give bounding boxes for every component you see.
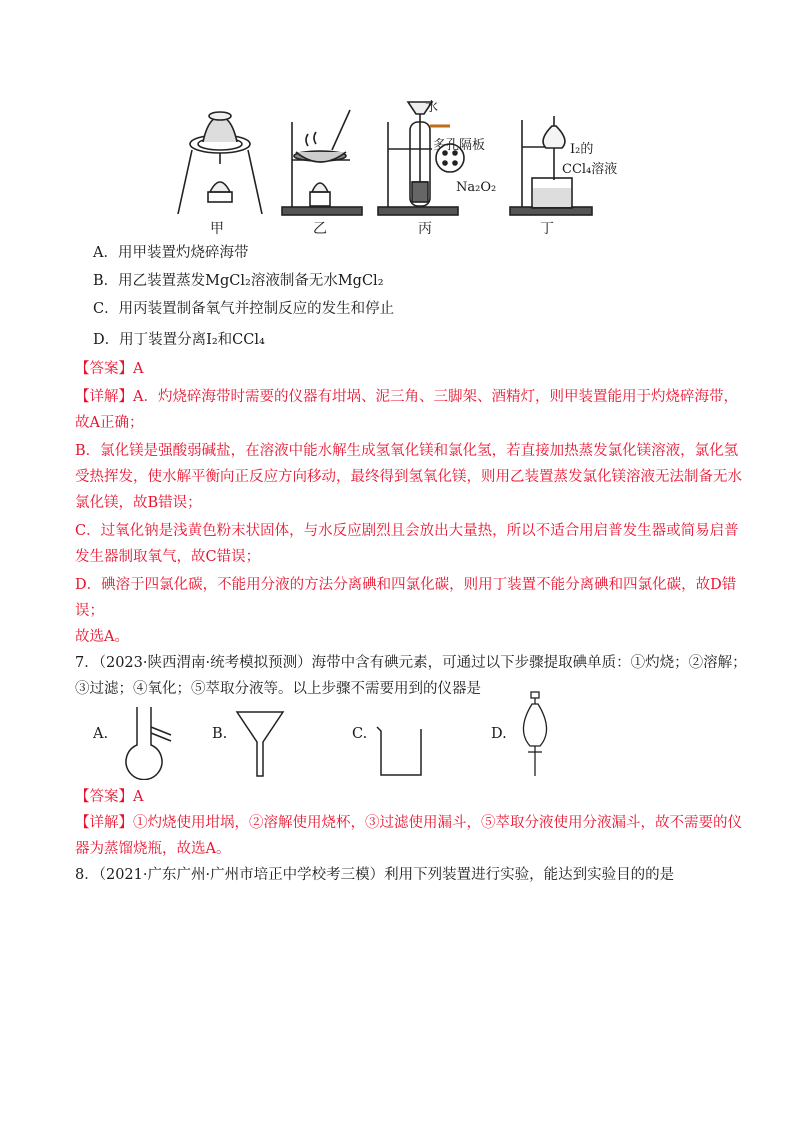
choice-a-label: A.	[93, 726, 109, 742]
choice-b-label: B.	[212, 726, 228, 742]
choice-c-label: C.	[352, 726, 368, 742]
question-7-line-2: ③过滤；④氧化；⑤萃取分液等。以上步骤不需要用到的仪器是	[75, 681, 481, 697]
choice-d-label: D.	[491, 726, 507, 742]
beaker-icon	[375, 725, 425, 780]
detail-2-line-2: 器为蒸馏烧瓶，故选A。	[75, 841, 231, 857]
detail-1-line-6: C．过氧化钠是浅黄色粉末状固体，与水反应剧烈且会放出大量热，所以不适合用启普发生器或简易启普	[75, 523, 739, 539]
question-8: 8．（2021·广东广州·广州市培正中学校考三模）利用下列装置进行实验，能达到实验目的的是	[75, 867, 675, 883]
option-d: D．用丁装置分离I₂和CCl₄	[93, 332, 265, 348]
detail-1-line-3: B．氯化镁是强酸弱碱盐，在溶液中能水解生成氢氧化镁和氯化氢，若直接加热蒸发氯化镁溶液，氯化氢	[75, 443, 739, 459]
label-na2o2: Na₂O₂	[456, 180, 497, 195]
funnel-icon	[235, 710, 285, 780]
label-ccl4-solution: CCl₄溶液	[562, 162, 618, 177]
answer-2: 【答案】A	[75, 789, 144, 805]
detail-2-line-1: 【详解】①灼烧使用坩埚，②溶解使用烧杯，③过滤使用漏斗，⑤萃取分液使用分液漏斗，故不需要的仪	[75, 815, 742, 831]
detail-1-line-5: 氯化镁，故B错误；	[75, 495, 202, 511]
apparatus-bing	[378, 102, 464, 215]
caption-bing: 丙	[418, 221, 432, 237]
separatory-funnel-icon	[510, 690, 560, 780]
distillation-flask-icon	[115, 705, 175, 780]
apparatus-jia	[178, 112, 262, 214]
option-b: B．用乙装置蒸发MgCl₂溶液制备无水MgCl₂	[93, 273, 384, 289]
detail-1-line-4: 受热挥发，使水解平衡向正反应方向移动，最终得到氢氧化镁，则用乙装置蒸发氯化镁溶液无法制备无水	[75, 469, 742, 485]
detail-1-line-2: 故A正确；	[75, 415, 144, 431]
detail-1-line-1: 【详解】A．灼烧碎海带时需要的仪器有坩埚、泥三角、三脚架、酒精灯，则甲装置能用于灼烧碎海带，	[75, 389, 738, 405]
answer-1: 【答案】A	[75, 361, 144, 377]
detail-1-line-10: 故选A。	[75, 629, 129, 645]
caption-ding: 丁	[540, 221, 554, 237]
question-7-line-1: 7．（2023·陕西渭南·统考模拟预测）海带中含有碘元素，可通过以下步骤提取碘单质：①灼烧；②溶解；	[75, 655, 747, 671]
caption-yi: 乙	[313, 221, 327, 237]
detail-1-line-9: 误；	[75, 603, 104, 619]
caption-jia: 甲	[210, 221, 224, 237]
label-water: 水	[425, 100, 439, 115]
apparatus-yi	[282, 110, 362, 215]
detail-1-line-8: D．碘溶于四氯化碳，不能用分液的方法分离碘和四氯化碳，则用丁装置不能分离碘和四氯化碳，故D错	[75, 577, 737, 593]
label-i2: I₂的	[570, 142, 594, 157]
detail-1-line-7: 发生器制取氧气，故C错误；	[75, 549, 261, 565]
label-porous-plate: 多孔隔板	[433, 138, 486, 153]
option-c: C．用丙装置制备氧气并控制反应的发生和停止	[93, 301, 395, 317]
option-a: A．用甲装置灼烧碎海带	[93, 245, 249, 261]
